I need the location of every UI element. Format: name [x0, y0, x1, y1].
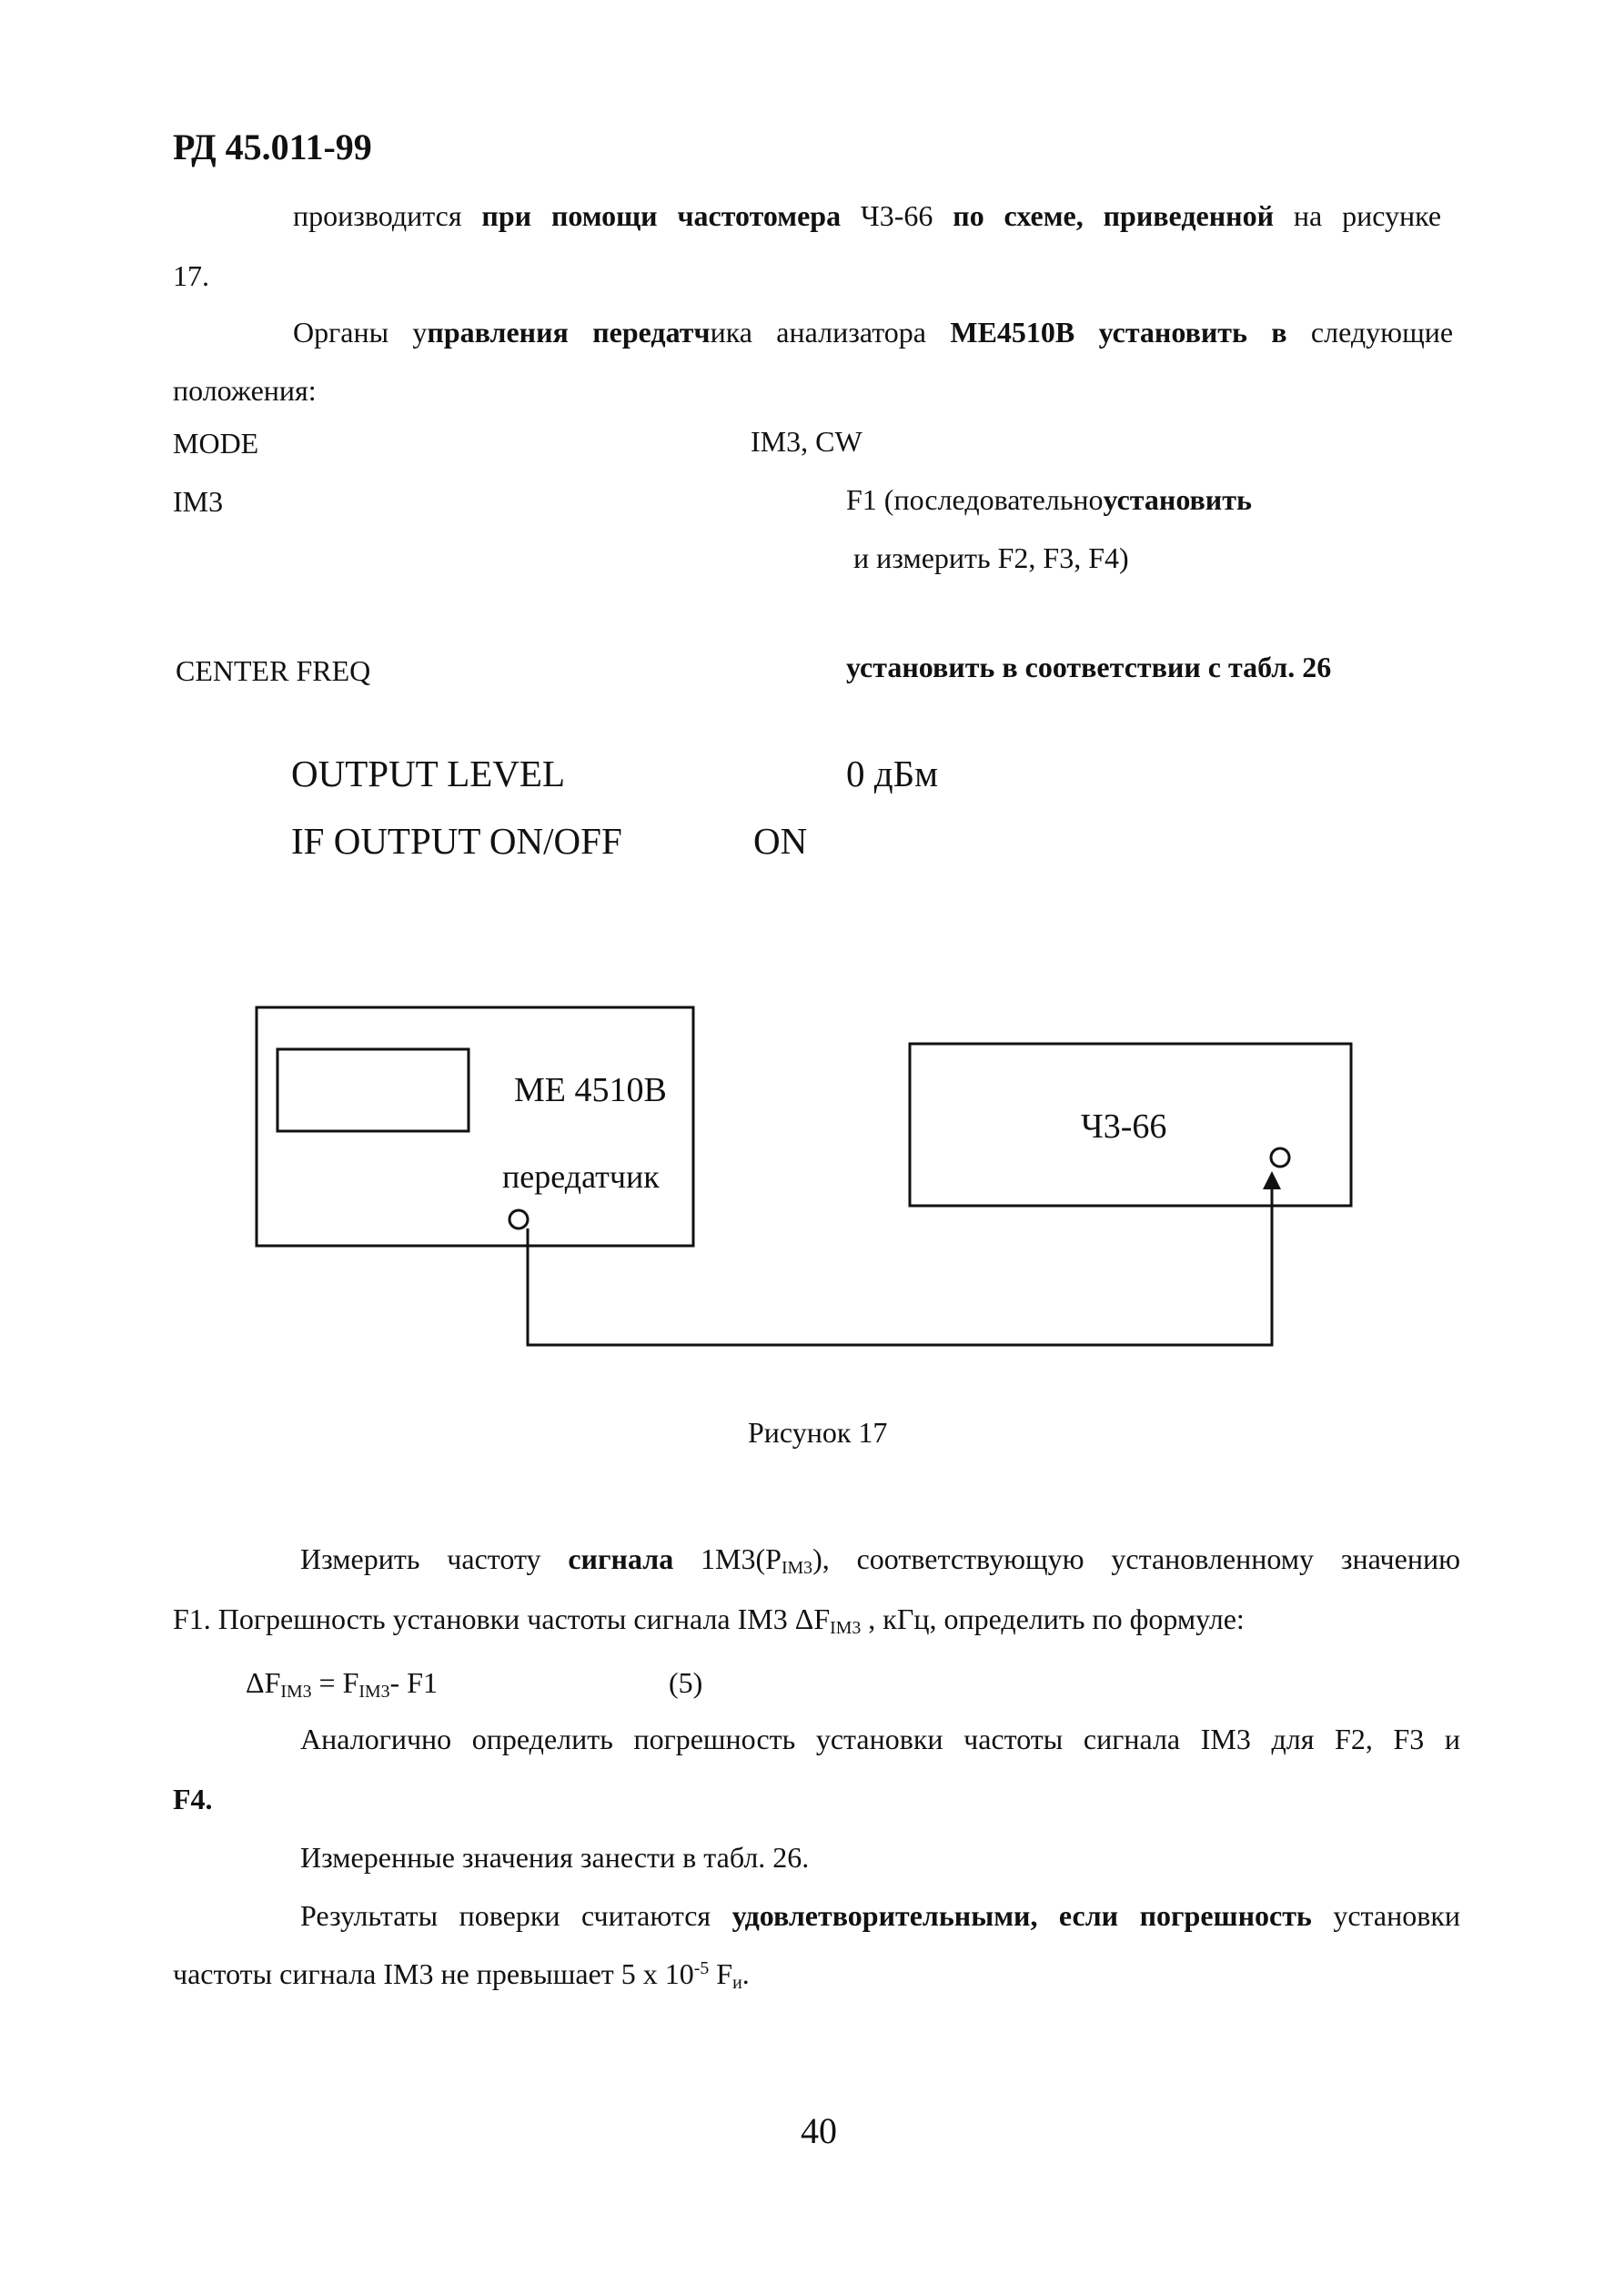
- formula-number: (5): [669, 1666, 703, 1699]
- paragraph-5: Измеренные значения занести в табл. 26.: [300, 1841, 810, 1874]
- connection-diagram: [246, 1006, 1374, 1370]
- setting-output-level-label: OUTPUT LEVEL: [291, 753, 566, 794]
- connection-cable: [528, 1177, 1272, 1345]
- setting-im3-value-line-2: и измерить F2, F3, F4): [853, 541, 1129, 574]
- paragraph-3-line-2: F1. Погрешность установки частоты сигнала IM3 $\Delta F_{IM3}$ , кГц, определить по формуле:: [173, 1602, 1245, 1638]
- input-arrow-icon: [1263, 1171, 1281, 1189]
- setting-im3-value-line-1: F1 (последовательноустановить: [846, 483, 1252, 516]
- paragraph-3-line-1: Измерить частоту сигнала $1M3(P_{IM3})$, соответствующую установленному значению: [300, 1542, 1460, 1578]
- setting-output-level-value: 0 дБм: [846, 753, 939, 794]
- paragraph-1-line-2: 17.: [173, 259, 209, 292]
- device-me4510b-name: ME 4510B: [514, 1071, 667, 1109]
- paragraph-2-line-2: положения:: [173, 374, 317, 407]
- page-number: 40: [801, 2110, 837, 2151]
- formula: $\Delta F_{IM3} = F_{IM3}-$ F1: [246, 1666, 438, 1702]
- device-display-icon: [277, 1049, 469, 1131]
- document-code: РД 45.011-99: [173, 126, 372, 167]
- setting-mode-label: MODE: [173, 427, 259, 460]
- figure-caption: Рисунок 17: [748, 1416, 888, 1449]
- setting-im3-label: IM3: [173, 485, 224, 518]
- paragraph-2-line-1: Органы управления передатчика анализатора ME4510B установить в следующие: [293, 316, 1454, 349]
- paragraph-4-line-1: Аналогично определить погрешность установки частоты сигнала IM3 для F2, F3 и: [300, 1723, 1460, 1755]
- paragraph-1-line-1: производится при помощи частотомера Ч3-66 по схеме, приведенной на рисунке: [293, 199, 1442, 232]
- paragraph-6-line-2: частоты сигнала IM3 не превышает 5 x $10^{-5}$ $F_и$.: [173, 1957, 750, 1993]
- device-me4510b-transmitter-label: передатчик: [502, 1158, 660, 1195]
- counter-input-port-icon: [1271, 1148, 1289, 1167]
- setting-if-output-label: IF OUTPUT ON/OFF: [291, 820, 622, 862]
- setting-center-freq-value: установить в соответствии с табл. 26: [846, 651, 1332, 683]
- setting-if-output-value: ON: [753, 820, 808, 862]
- paragraph-6-line-1: Результаты поверки считаются удовлетворительными, если погрешность установки: [300, 1899, 1461, 1932]
- device-ch3-66-name: Ч3-66: [1081, 1107, 1167, 1146]
- setting-center-freq-label: CENTER FREQ: [176, 654, 371, 687]
- device-me4510b-box: [257, 1007, 693, 1246]
- setting-mode-value: IM3, CW: [751, 425, 862, 458]
- paragraph-4-line-2: F4.: [173, 1783, 213, 1815]
- transmitter-output-port-icon: [509, 1210, 528, 1228]
